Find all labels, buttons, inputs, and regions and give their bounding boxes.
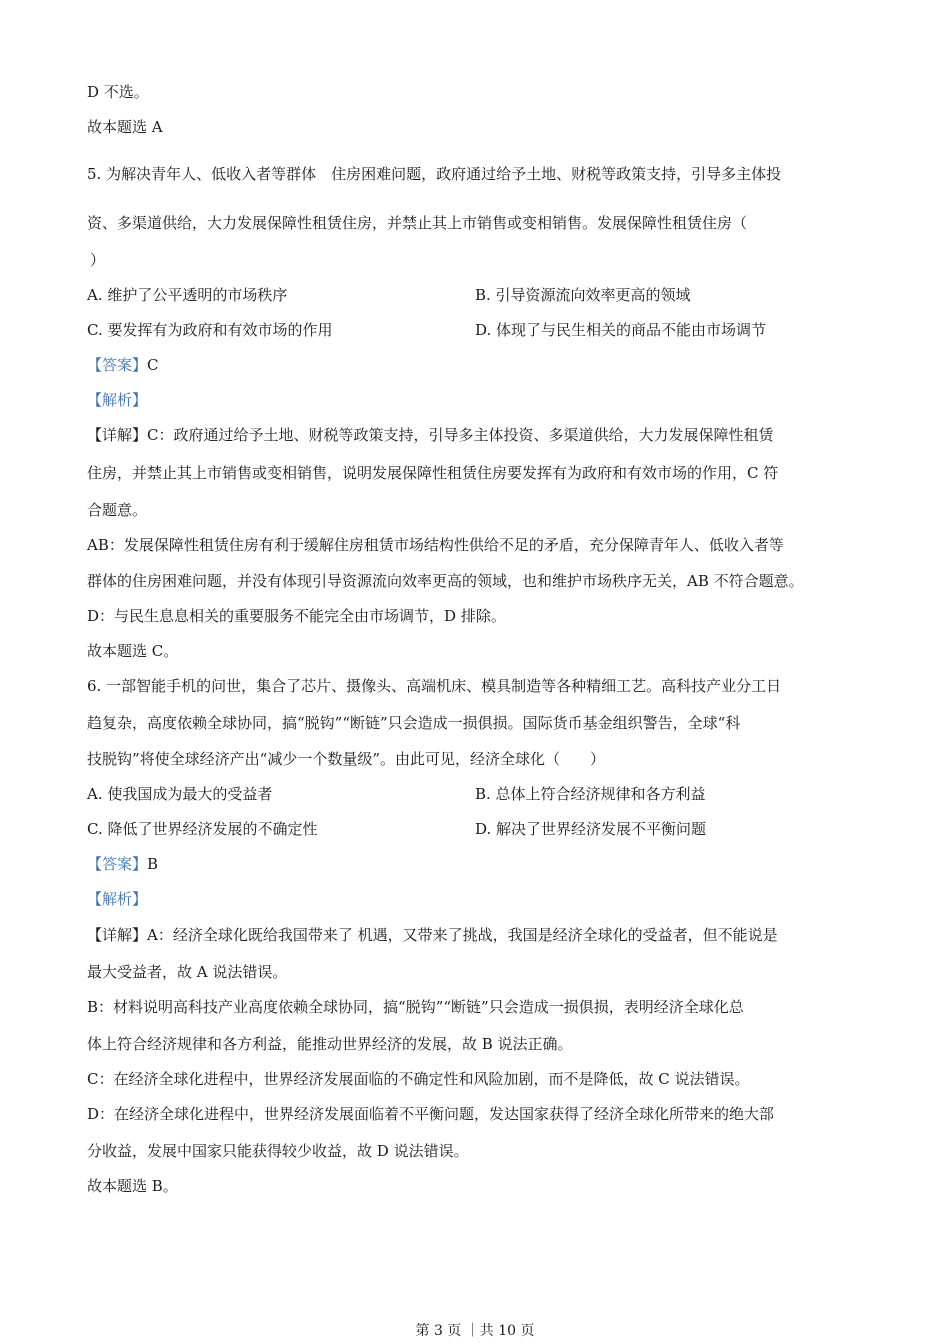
q5-stem-line1: 5. 为解决青年人、低收入者等群体 住房困难问题，政府通过给予土地、财税等政策支持，引导多主体投	[87, 165, 782, 183]
q6-detail-line2: 最大受益者，故 A 说法错误。	[87, 963, 288, 981]
q5-option-d: D. 体现了与民生相关的商品不能由市场调节	[475, 321, 767, 339]
q5-analysis-label: 【解析】	[87, 391, 148, 409]
q5-answer	[87, 355, 159, 375]
q5-detail-line3: 合题意。	[87, 501, 148, 519]
q5-ab-line2: 群体的住房困难问题，并没有体现引导资源流向效率更高的领域，也和维护市场秩序无关，AB 不符合题意。	[87, 572, 804, 590]
q6-b-line1: B：材料说明高科技产业高度依赖全球协同，搞“脱钩”“断链”只会造成一损俱损，表明经济全球化总	[87, 998, 744, 1016]
q5-stem-line3: ）	[90, 251, 106, 269]
q5-detail-label: 【详解】	[87, 426, 148, 444]
q5-answer-value: C	[147, 356, 159, 374]
q6-answer-value: B	[147, 855, 159, 873]
q6-detail-text1: A：经济全球化既给我国带来了 机遇，又带来了挑战，我国是经济全球化的受益者，但不能说是	[147, 926, 778, 944]
q6-option-a: A. 使我国成为最大的受益者	[87, 785, 273, 803]
page-footer: 第 3 页 ｜共 10 页	[415, 1323, 535, 1339]
q6-option-b: B. 总体上符合经济规律和各方利益	[475, 785, 706, 803]
q6-d-line1: D：在经济全球化进程中，世界经济发展面临着不平衡问题，发达国家获得了经济全球化所带来的绝大部	[87, 1105, 775, 1123]
q6-detail-label: 【详解】	[87, 926, 148, 944]
prev-d-line: D 不选。	[87, 83, 149, 101]
q5-ab-line1: AB：发展保障性租赁住房有利于缓解住房租赁市场结构性供给不足的矛盾，充分保障青年人、低收入者等	[87, 536, 784, 554]
prev-conclusion: 故本题选 A	[87, 118, 163, 136]
q6-conclusion: 故本题选 B。	[87, 1177, 178, 1195]
q6-analysis-label: 【解析】	[87, 890, 148, 908]
q5-option-a: A. 维护了公平透明的市场秩序	[87, 286, 288, 304]
q6-b-line2: 体上符合经济规律和各方利益，能推动世界经济的发展，故 B 说法正确。	[87, 1035, 573, 1053]
q5-detail-text1: C：政府通过给予土地、财税等政策支持，引导多主体投资、多渠道供给，大力发展保障性租赁	[147, 426, 774, 444]
q6-option-c: C. 降低了世界经济发展的不确定性	[87, 820, 318, 838]
q6-detail-line1	[87, 925, 778, 945]
q6-c-line: C：在经济全球化进程中，世界经济发展面临的不确定性和风险加剧，而不是降低，故 C 说法错误。	[87, 1070, 750, 1088]
q5-stem-line2: 资、多渠道供给，大力发展保障性租赁住房，并禁止其上市销售或变相销售。发展保障性租赁住房（	[87, 214, 748, 232]
q5-detail-line2: 住房，并禁止其上市销售或变相销售，说明发展保障性租赁住房要发挥有为政府和有效市场的作用，C 符	[87, 464, 779, 482]
q5-d-line: D：与民生息息相关的重要服务不能完全由市场调节，D 排除。	[87, 607, 506, 625]
q5-answer-label: 【答案】	[87, 356, 148, 374]
q5-conclusion: 故本题选 C。	[87, 642, 179, 660]
q6-d-line2: 分收益，发展中国家只能获得较少收益，故 D 说法错误。	[87, 1142, 469, 1160]
q6-stem-line3: 技脱钩”将使全球经济产出“减少一个数量级”。由此可见，经济全球化（ ）	[87, 750, 606, 768]
q6-stem-line1: 6. 一部智能手机的问世，集合了芯片、摄像头、高端机床、模具制造等各种精细工艺。高科技产业分工日	[87, 677, 782, 695]
q6-answer-label: 【答案】	[87, 855, 148, 873]
q5-detail-line1	[87, 425, 774, 445]
q5-option-c: C. 要发挥有为政府和有效市场的作用	[87, 321, 333, 339]
q6-answer	[87, 854, 158, 874]
q5-option-b: B. 引导资源流向效率更高的领域	[475, 286, 691, 304]
q6-option-d: D. 解决了世界经济发展不平衡问题	[475, 820, 707, 838]
q6-stem-line2: 趋复杂，高度依赖全球协同，搞“脱钩”“断链”只会造成一损俱损。国际货币基金组织警告，全球“科	[87, 714, 741, 732]
